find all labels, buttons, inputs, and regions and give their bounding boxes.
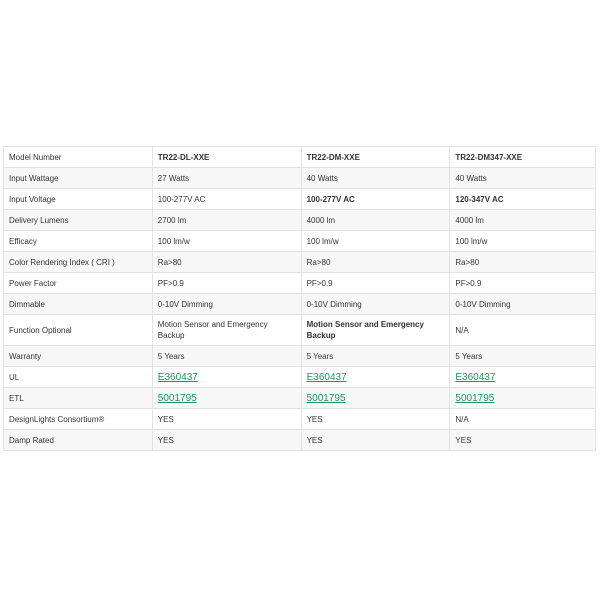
cell-warranty-1: 5 Years xyxy=(152,346,301,367)
cell-damp-2: YES xyxy=(301,430,450,451)
cell-pf-3: PF>0.9 xyxy=(450,273,596,294)
cell-damp-1: YES xyxy=(152,430,301,451)
cell-dimmable-3: 0-10V Dimming xyxy=(450,294,596,315)
row-label-ul: UL xyxy=(4,367,153,388)
row-label-cri: Color Rendering Index ( CRI ) xyxy=(4,252,153,273)
cell-model-1: TR22-DL-XXE xyxy=(152,147,301,168)
cell-function-1: Motion Sensor and Emergency Backup xyxy=(152,315,301,346)
cell-wattage-3: 40 Watts xyxy=(450,168,596,189)
spec-table xyxy=(3,146,596,451)
cell-efficacy-3: 100 lm/w xyxy=(450,231,596,252)
cell-lumens-3: 4000 lm xyxy=(450,210,596,231)
cell-dimmable-2: 0-10V Dimming xyxy=(301,294,450,315)
cell-pf-1: PF>0.9 xyxy=(152,273,301,294)
cell-function-2: Motion Sensor and Emergency Backup xyxy=(301,315,450,346)
table-row xyxy=(4,388,596,409)
cell-lumens-1: 2700 lm xyxy=(152,210,301,231)
table-row xyxy=(4,231,596,252)
table-row xyxy=(4,430,596,451)
cell-model-2: TR22-DM-XXE xyxy=(301,147,450,168)
cell-dlc-1: YES xyxy=(152,409,301,430)
cell-cri-3: Ra>80 xyxy=(450,252,596,273)
table-row xyxy=(4,346,596,367)
cell-dlc-3: N/A xyxy=(450,409,596,430)
table-row xyxy=(4,315,596,346)
row-label-power-factor: Power Factor xyxy=(4,273,153,294)
row-label-warranty: Warranty xyxy=(4,346,153,367)
cell-function-3: N/A xyxy=(450,315,596,346)
etl-link-2[interactable]: 5001795 xyxy=(306,392,346,404)
cell-warranty-2: 5 Years xyxy=(301,346,450,367)
cell-voltage-1: 100-277V AC xyxy=(152,189,301,210)
table-row xyxy=(4,294,596,315)
row-label-delivery-lumens: Delivery Lumens xyxy=(4,210,153,231)
cell-dimmable-1: 0-10V Dimming xyxy=(152,294,301,315)
row-label-dimmable: Dimmable xyxy=(4,294,153,315)
etl-link-1[interactable]: 5001795 xyxy=(157,392,197,404)
cell-voltage-3: 120-347V AC xyxy=(450,189,596,210)
cell-efficacy-1: 100 lm/w xyxy=(152,231,301,252)
table-row xyxy=(4,189,596,210)
table-row xyxy=(4,168,596,189)
ul-link-2[interactable]: E360437 xyxy=(306,371,347,383)
row-label-damp-rated: Damp Rated xyxy=(4,430,153,451)
row-label-function-optional: Function Optional xyxy=(4,315,153,346)
cell-voltage-2: 100-277V AC xyxy=(301,189,450,210)
cell-cri-1: Ra>80 xyxy=(152,252,301,273)
table-row xyxy=(4,210,596,231)
row-label-input-wattage: Input Wattage xyxy=(4,168,153,189)
cell-pf-2: PF>0.9 xyxy=(301,273,450,294)
cell-wattage-1: 27 Watts xyxy=(152,168,301,189)
table-row xyxy=(4,252,596,273)
cell-cri-2: Ra>80 xyxy=(301,252,450,273)
cell-efficacy-2: 100 lm/w xyxy=(301,231,450,252)
table-row xyxy=(4,367,596,388)
row-label-efficacy: Efficacy xyxy=(4,231,153,252)
table-row xyxy=(4,147,596,168)
row-label-etl: ETL xyxy=(4,388,153,409)
cell-lumens-2: 4000 lm xyxy=(301,210,450,231)
cell-warranty-3: 5 Years xyxy=(450,346,596,367)
etl-link-3[interactable]: 5001795 xyxy=(455,392,495,404)
row-label-input-voltage: Input Voltage xyxy=(4,189,153,210)
cell-damp-3: YES xyxy=(450,430,596,451)
table-row xyxy=(4,273,596,294)
row-label-model-number: Model Number xyxy=(4,147,153,168)
row-label-designlights: DesignLights Consortium® xyxy=(4,409,153,430)
cell-wattage-2: 40 Watts xyxy=(301,168,450,189)
table-row xyxy=(4,409,596,430)
cell-model-3: TR22-DM347-XXE xyxy=(450,147,596,168)
ul-link-3[interactable]: E360437 xyxy=(455,371,496,383)
ul-link-1[interactable]: E360437 xyxy=(157,371,198,383)
cell-dlc-2: YES xyxy=(301,409,450,430)
